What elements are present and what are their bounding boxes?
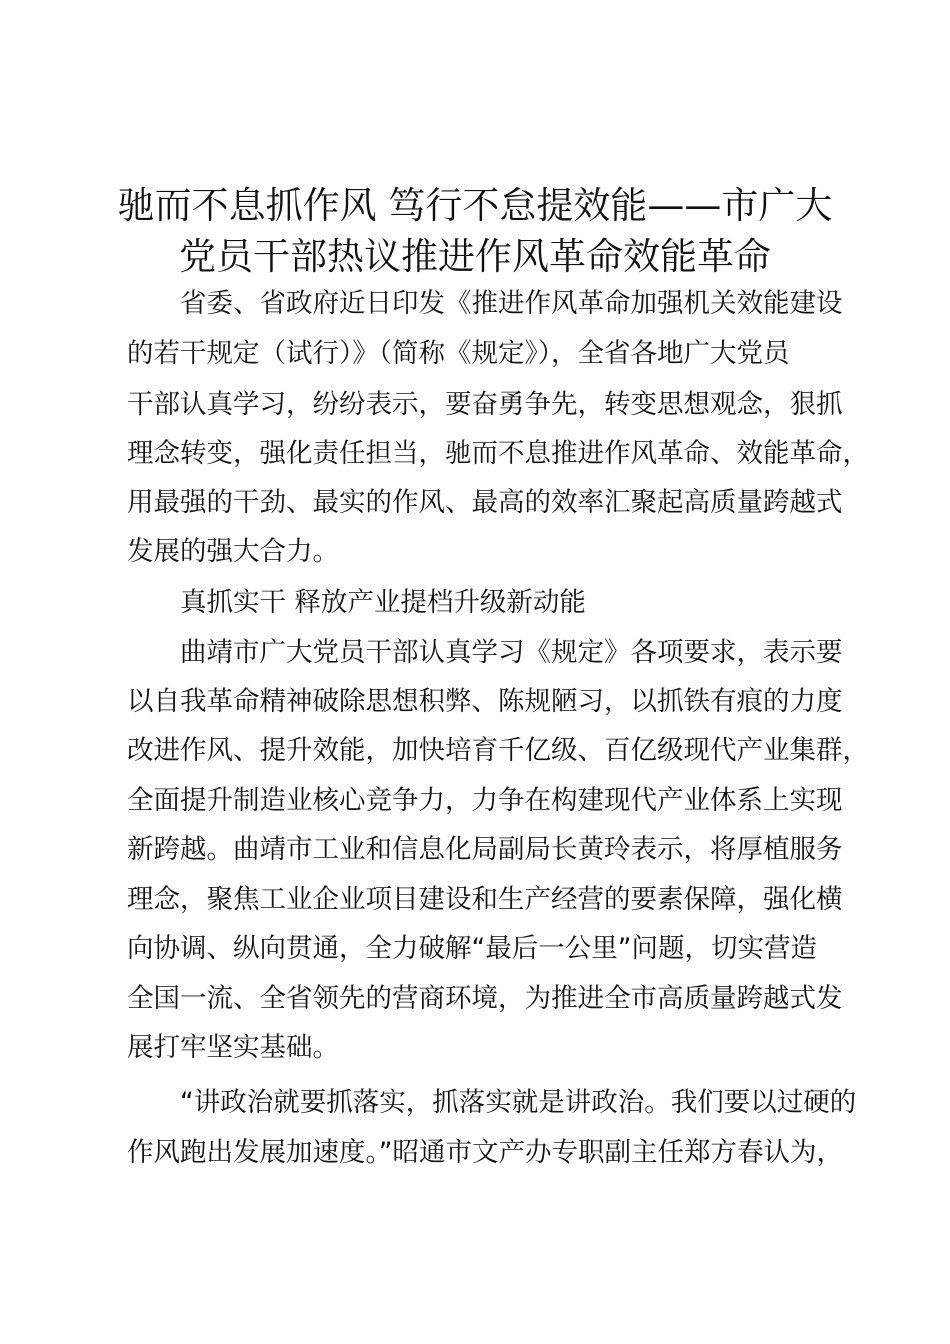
paragraph-line: 改进作风、提升效能，加快培育千亿级、百亿级现代产业集群，: [127, 735, 869, 766]
paragraph-line: 新跨越。曲靖市工业和信息化局副局长黄玲表示，将厚植服务: [127, 834, 843, 865]
document-title-line-1: 驰而不息抓作风 笃行不怠提效能——市广大: [117, 184, 833, 227]
paragraph-line: 的若干规定（试行）》（简称《规定》），全省各地广大党员: [127, 338, 790, 369]
paragraph-line: 发展的强大合力。: [127, 536, 339, 567]
section-heading: 真抓实干 释放产业提档升级新动能: [180, 587, 586, 618]
paragraph-line: 全面提升制造业核心竞争力，力争在构建现代产业体系上实现: [127, 785, 843, 816]
paragraph-line: 用最强的干劲、最实的作风、最高的效率汇聚起高质量跨越式: [127, 487, 843, 518]
paragraph-line: 展打牢坚实基础。: [127, 1032, 339, 1063]
paragraph-line: “讲政治就要抓落实，抓落实就是讲政治。我们要以过硬的: [180, 1087, 857, 1118]
paragraph-line: 理念转变，强化责任担当，驰而不息推进作风革命、效能革命，: [127, 438, 869, 469]
paragraph-line: 向协调、纵向贯通，全力破解“最后一公里”问题，切实营造: [127, 933, 817, 964]
paragraph-line: 作风跑出发展加速度。”昭通市文产办专职副主任郑方春认为，: [127, 1137, 843, 1168]
paragraph-line: 干部认真学习，纷纷表示，要奋勇争先，转变思想观念，狠抓: [127, 389, 843, 420]
paragraph-line: 理念，聚焦工业企业项目建设和生产经营的要素保障，强化横: [127, 884, 843, 915]
document-title-line-2: 党员干部热议推进作风革命效能革命: [179, 235, 771, 278]
paragraph-line: 曲靖市广大党员干部认真学习《规定》各项要求，表示要: [180, 637, 843, 668]
paragraph-line: 以自我革命精神破除思想积弊、陈规陋习，以抓铁有痕的力度: [127, 686, 843, 717]
paragraph-line: 全国一流、全省领先的营商环境，为推进全市高质量跨越式发: [127, 983, 843, 1014]
paragraph-line: 省委、省政府近日印发《推进作风革命加强机关效能建设: [180, 288, 843, 319]
